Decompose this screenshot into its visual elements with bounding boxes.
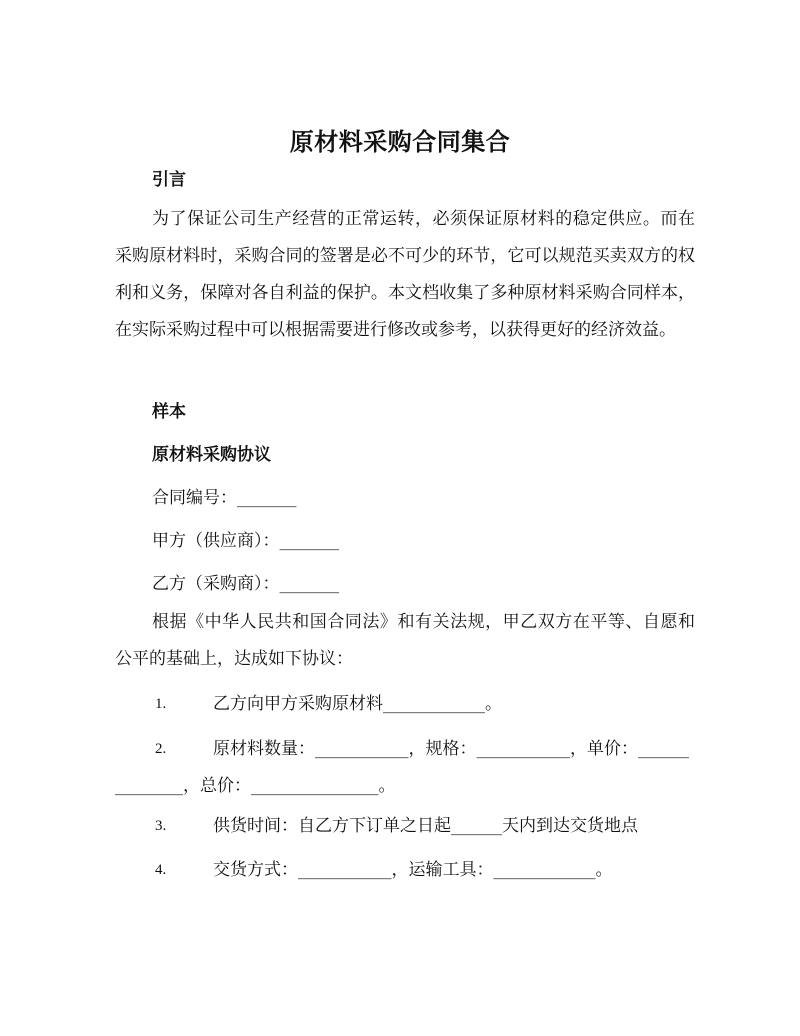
basis-paragraph: 根据《中华人民共和国合同法》和有关法规，甲乙双方在平等、自愿和公平的基础上，达成如下协议：: [115, 612, 695, 669]
item-text: 交货方式：___________，运输工具：____________。: [213, 860, 613, 880]
item-number: 2.: [155, 741, 167, 757]
document-title: 原材料采购合同集合: [289, 127, 511, 156]
party-b-field: 乙方（采购商）：_______: [152, 574, 339, 594]
party-a-field: 甲方（供应商）：_______: [152, 531, 339, 551]
intro-heading: 引言: [152, 170, 186, 190]
contract-number-field: 合同编号：_______: [152, 488, 297, 508]
agreement-item: [115, 852, 690, 889]
item-text: 原材料数量：___________，规格：___________，单价：______________，总价：_______________。: [115, 739, 689, 796]
agreement-item: [115, 808, 690, 845]
intro-paragraph: 为了保证公司生产经营的正常运转，必须保证原材料的稳定供应。而在采购原材料时，采购合同的签署是必不可少的环节，它可以规范买卖双方的权利和义务，保障对各自利益的保护。本文档收集了多种原材料采购合同样本，在实际采购过程中可以根据需要进行修改或参考，以获得更好的经济效益。: [115, 209, 695, 340]
item-text: 供货时间：自乙方下订单之日起______天内到达交货地点: [213, 816, 638, 836]
agreement-heading: 原材料采购协议: [152, 445, 271, 465]
item-number: 3.: [155, 818, 167, 834]
agreement-item: [115, 731, 690, 805]
sample-heading: 样本: [152, 402, 186, 422]
item-text: 乙方向甲方采购原材料____________。: [213, 694, 502, 714]
agreement-item: [115, 686, 690, 723]
item-number: 1.: [155, 696, 167, 712]
item-number: 4.: [155, 862, 167, 878]
